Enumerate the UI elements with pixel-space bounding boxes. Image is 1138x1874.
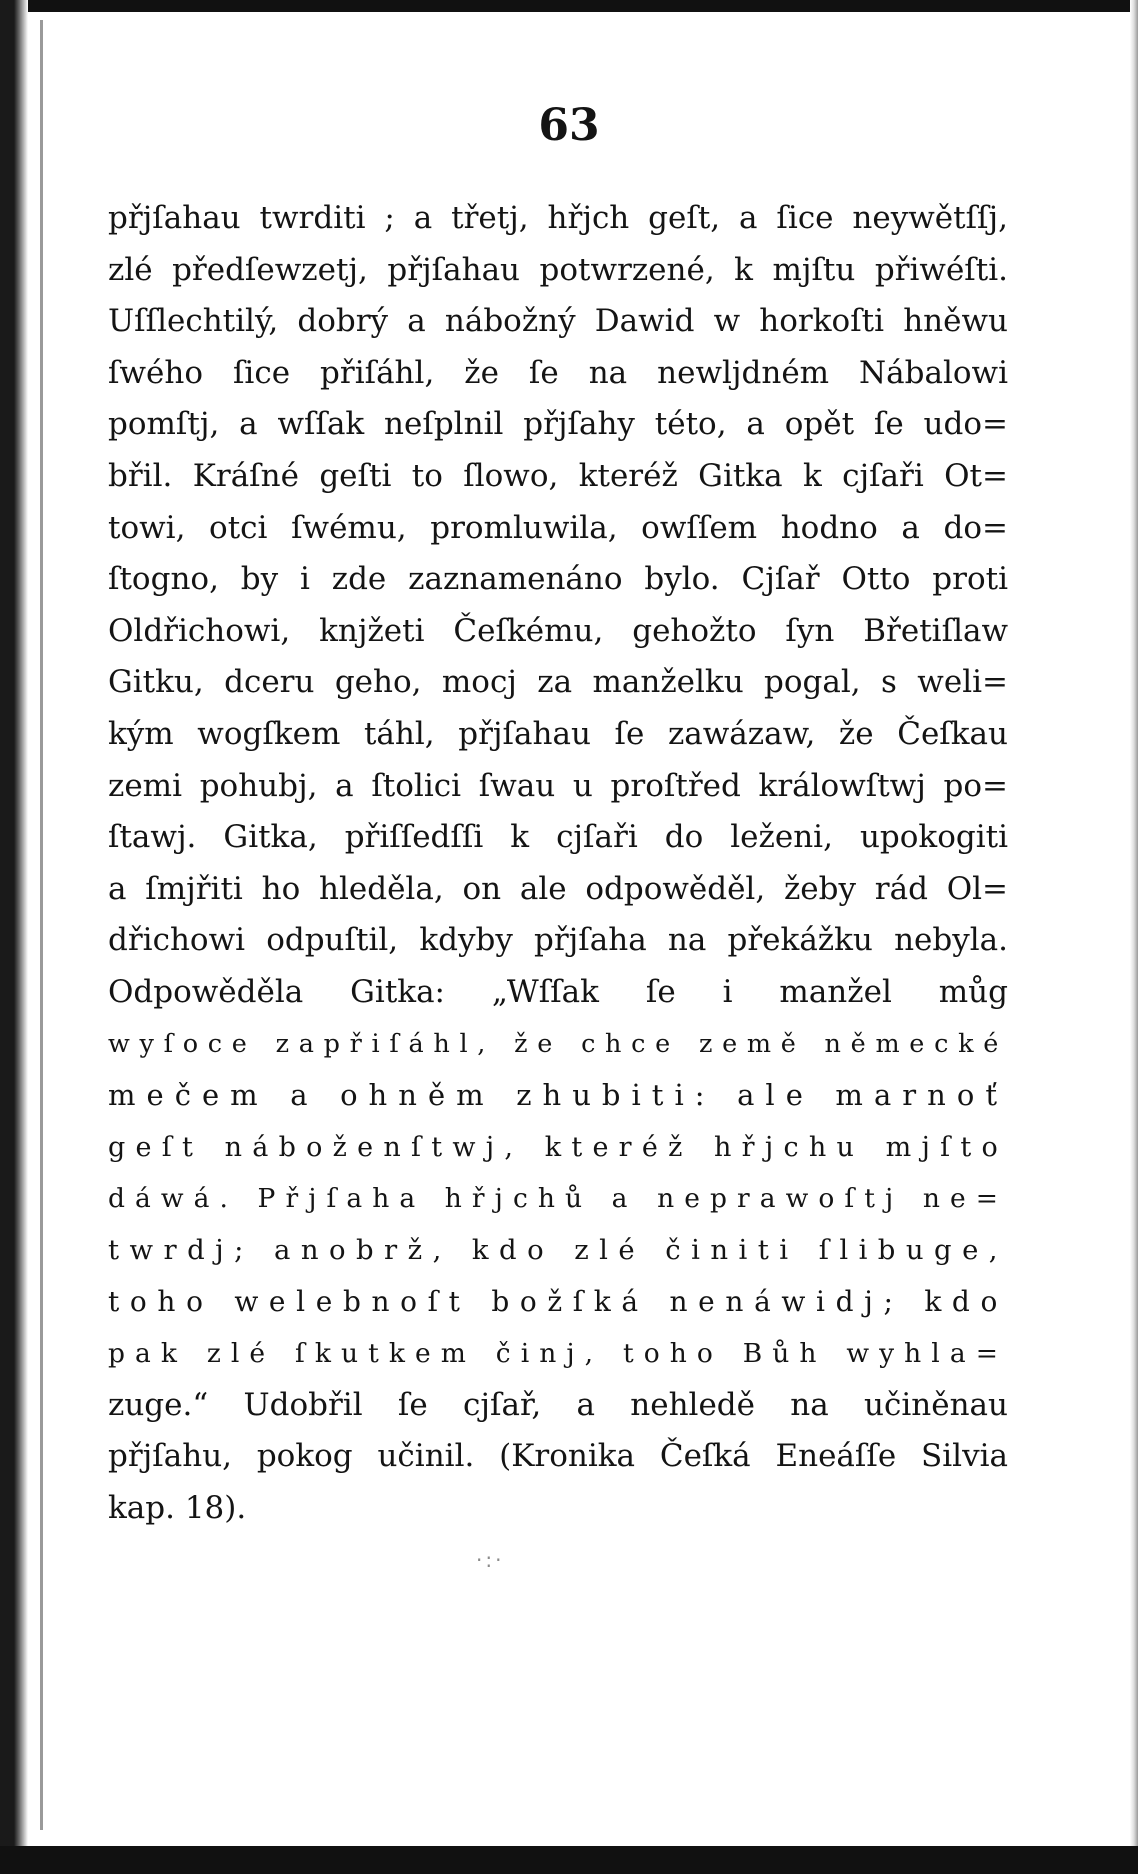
scan-binding-edge [0,0,28,1874]
scan-bottom-border [0,1846,1138,1874]
text-line: kap. 18). [108,1489,247,1526]
text-line: zlé předſewzetj, přjſahau potwrzené, k mjſtu přiwéſti. [108,251,1008,288]
scan-right-edge [1130,0,1138,1874]
text-line: zemi pohubj, a ſtolici ſwau u proſtřed králowſtwj po= [108,767,1008,804]
text-line-spaced: geſt náboženſtwj, kteréž hřjchu mjſto [108,1131,1008,1163]
text-line: pomſtj, a wſſak neſplnil přjſahy této, a opět ſe udo= [108,406,1008,443]
text-line: ſtogno, by i zde zaznamenáno bylo. Cjſař Otto proti [108,561,1008,598]
text-line: přjſahau twrditi ; a třetj, hřjch geſt, a ſice neywětſſj, [108,200,1008,236]
text-line: Gitku, dceru geho, mocj za manželku pogal, s weli= [108,664,1008,701]
ink-speck-mark: ·:· [476,1548,505,1572]
text-line: Uſſlechtilý, dobrý a nábožný Dawid w horkoſti hněwu [108,303,1008,340]
text-line: a ſmjřiti ho hleděla, on ale odpowěděl, žeby rád Ol= [108,870,1008,907]
text-line-spaced: twrdj; anobrž, kdo zlé činiti ſlibuge, [108,1233,1008,1266]
text-line: towi, otci ſwému, promluwila, owſſem hodno a do= [108,509,1008,546]
text-line: Oldřichowi, knjžeti Čeſkému, gehožto ſyn Břetiſlaw [108,612,1008,649]
text-line: dřichowi odpuſtil, kdyby přjſaha na překážku nebyla. [108,922,1008,959]
text-line: zuge.“ Udobřil ſe cjſař, a nehledě na učiněnau [108,1386,1008,1423]
text-line-spaced: wyſoce zapřiſáhl, že chce země německé [108,1028,1008,1059]
text-line-spaced: pak zlé ſkutkem činj, toho Bůh wyhla= [108,1338,1008,1370]
page-number: 63 [538,100,600,151]
text-line: ſtawj. Gitka, přiſſedſſi k cjſaři do leženi, upokogiti [108,819,1008,856]
text-line-spaced: toho welebnoſt božſká nenáwidj; kdo [108,1285,1008,1319]
page-margin-rule [40,20,43,1830]
text-line: Odpowěděla Gitka: „Wſſak ſe i manžel můg [108,973,1008,1010]
text-line: kým wogſkem táhl, přjſahau ſe zawázaw, že Čeſkau [108,715,1008,752]
text-line: břil. Kráſné geſti to ſlowo, kteréž Gitka k cjſaři Ot= [108,457,1008,494]
text-line: přjſahu, pokog učinil. (Kronika Čeſká Eneáſſe Silvia [108,1438,1008,1475]
text-line-spaced: mečem a ohněm zhubiti: ale marnoť [108,1078,1008,1113]
text-line: ſwého ſice přiſáhl, že ſe na newljdném Nábalowi [108,354,1008,391]
body-text [108,193,1008,1534]
scan-top-border [0,0,1138,12]
text-line-spaced: dáwá. Přjſaha hřjchů a neprawoſtj ne= [108,1183,1008,1215]
